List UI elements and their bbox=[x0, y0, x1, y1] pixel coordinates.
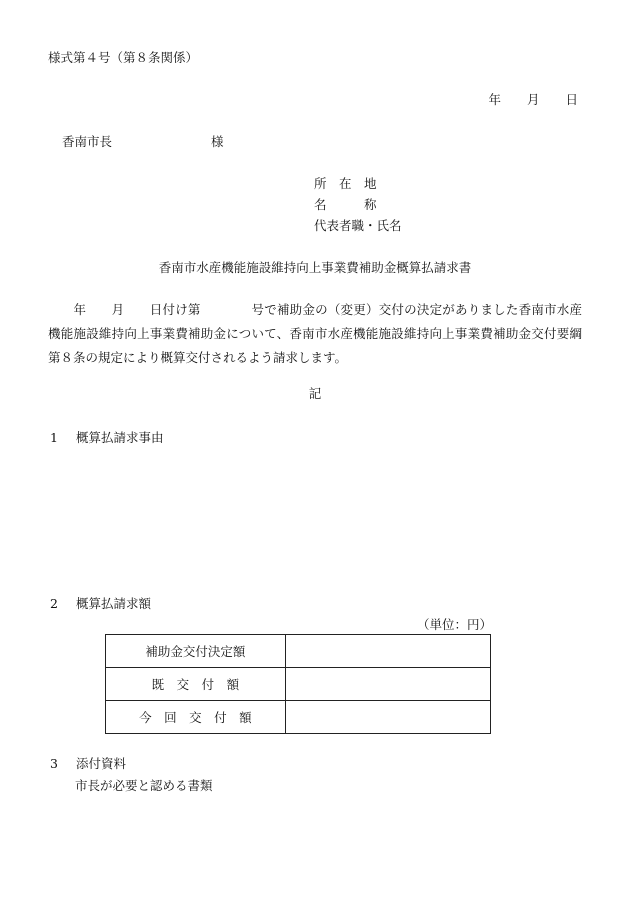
date-line bbox=[488, 92, 578, 108]
applicant-block bbox=[314, 176, 402, 239]
applicant-representative-label: 代表者職・氏名 bbox=[314, 218, 402, 233]
section-3-number: 3 bbox=[50, 756, 58, 771]
form-number: 様式第４号（第８条関係） bbox=[48, 50, 199, 65]
section-1 bbox=[50, 430, 164, 446]
applicant-location-label: 所 在 地 bbox=[314, 176, 377, 191]
unit-label: （単位：円） bbox=[416, 617, 492, 632]
section-1-heading: 概算払請求事由 bbox=[76, 430, 164, 445]
row-label-decided-amount: 補助金交付決定額 bbox=[106, 635, 286, 668]
addressee-honorific: 様 bbox=[211, 134, 224, 149]
date-year: 年 bbox=[488, 92, 501, 107]
date-month: 月 bbox=[526, 92, 540, 107]
ki-heading: 記 bbox=[308, 386, 322, 401]
attachment-item: 市長が必要と認める書類 bbox=[75, 778, 213, 793]
section-2-heading: 概算払請求額 bbox=[76, 596, 152, 611]
row-value-decided-amount bbox=[285, 635, 490, 668]
section-2-number: 2 bbox=[50, 596, 58, 611]
table-row bbox=[106, 668, 491, 701]
amount-table bbox=[105, 634, 491, 734]
document-title: 香南市水産機能施設維持向上事業費補助金概算払請求書 bbox=[158, 260, 472, 275]
row-label-this-payment: 今 回 交 付 額 bbox=[106, 701, 286, 734]
row-value-already-paid bbox=[285, 668, 490, 701]
section-1-number: 1 bbox=[50, 430, 58, 445]
section-2 bbox=[50, 596, 151, 612]
row-label-already-paid: 既 交 付 額 bbox=[106, 668, 286, 701]
addressee-name: 香南市長 bbox=[62, 134, 113, 149]
applicant-name-label: 名 称 bbox=[314, 197, 377, 212]
table-row bbox=[106, 635, 491, 668]
section-3-heading: 添付資料 bbox=[76, 756, 127, 771]
section-3 bbox=[50, 756, 126, 772]
date-day: 日 bbox=[565, 92, 578, 107]
row-value-this-payment bbox=[285, 701, 490, 734]
body-text: 年 月 日付け第 号で補助金の（変更）交付の決定がありました香南市水産機能施設維持向上事業費補助金について、香南市水産機能施設維持向上事業費補助金交付要綱第８条の規定により概算交付されるよう請求します。 bbox=[48, 302, 582, 365]
table-row bbox=[106, 701, 491, 734]
